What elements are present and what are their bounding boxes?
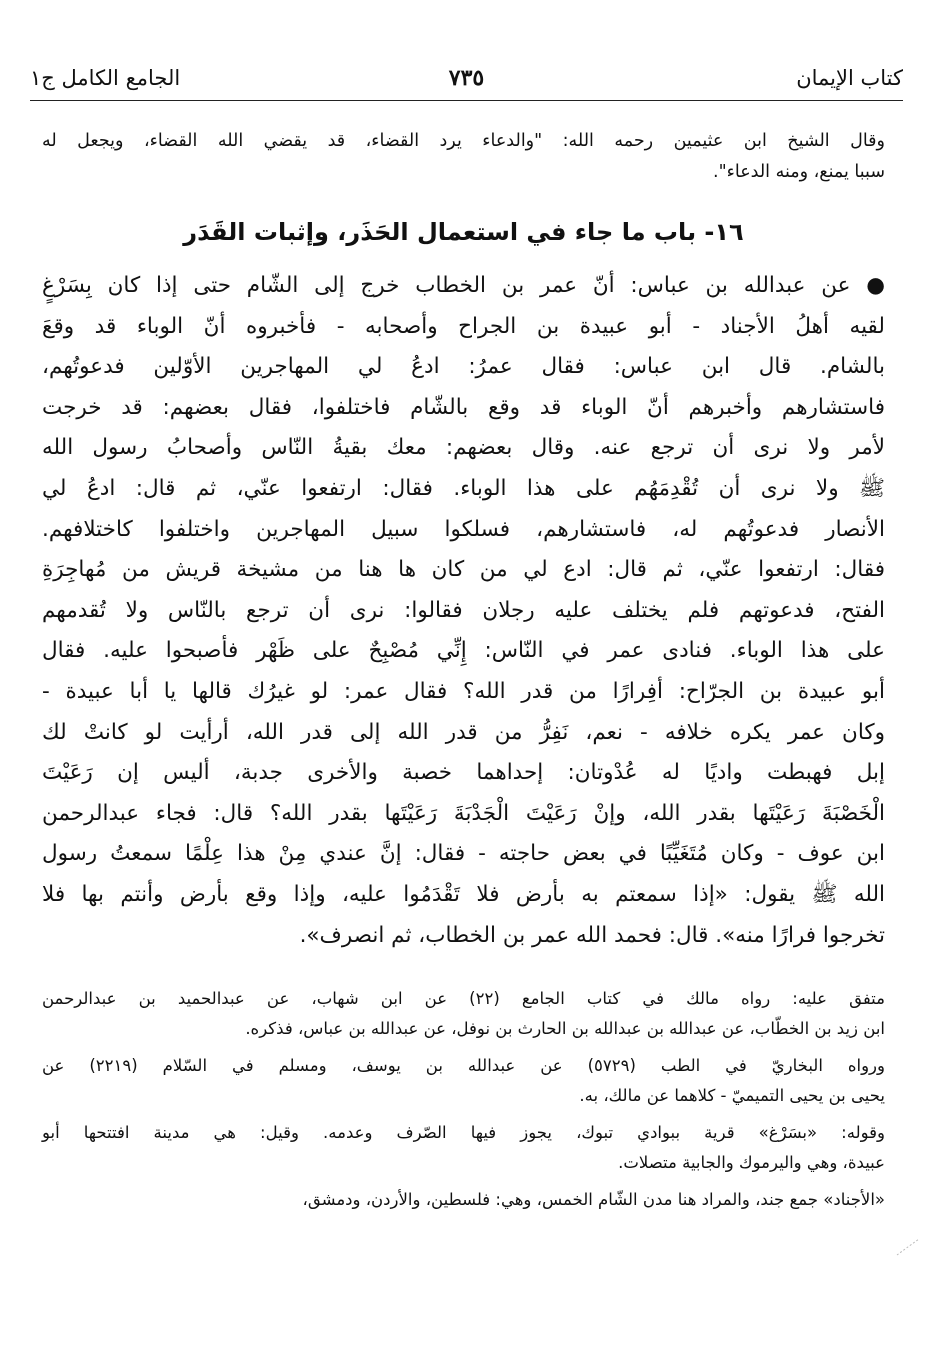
hadith-line: ﷺ ولا نرى أن تُقْدِمَهُم على هذا الوباء. فقال: ارتفعوا عنّي، ثم قال: ادعُ لي: [42, 475, 885, 501]
hadith-line: على هذا الوباء. فنادى عمر في النّاس: إِنِّي مُصْبِحٌ على ظَهْر فأصبحوا عليه. فقال: [42, 638, 885, 664]
footnote-line: متفق عليه: رواه مالك في كتاب الجامع (٢٢) عن ابن شهاب، عن عبدالحميد بن عبدالرحمن: [42, 989, 885, 1008]
footnote-line: ابن زيد بن الخطّاب، عن عبدالله بن عبدالله بن الحارث بن نوفل، عن عبدالله بن عباس، فذكره.: [245, 1019, 885, 1038]
hadith-line: فاستشارهم وأخبرهم أنّ الوباء قد وقع بالشّام فاختلفوا، فقال بعضهم: قد خرجت: [42, 394, 885, 420]
scan-speck-icon: [895, 1235, 921, 1259]
page-number: ٧٣٥: [448, 65, 485, 91]
hadith-line: الْخَصْبَةَ رَعَيْتَها بقدر الله، وإنْ رَعَيْتَ الْجَدْبَةَ رَعَيْتَها بقدر الله؟ قال: فجاء عبدالرحمن: [42, 800, 885, 826]
hadith-line: الأنصار فدعوتُهم له، فاستشارهم، فسلكوا سبيل المهاجرين واختلفوا كاختلافهم.: [42, 516, 885, 542]
footnote-line: «الأجناد» جمع جند، والمراد هنا مدن الشّام الخمس، وهي: فلسطين، والأردن، ودمشق،: [302, 1190, 885, 1209]
footnote-paragraph: [42, 1118, 885, 1178]
footnote-paragraph: [42, 1185, 885, 1215]
hadith-line: تخرجوا فرارًا منه». قال: فحمد الله عمر بن الخطاب، ثم انصرف».: [299, 922, 885, 948]
hadith-line: ● عن عبدالله بن عباس: أنّ عمر بن الخطاب خرج إلى الشّام حتى إذا كان بِسَرْغٍ: [42, 273, 885, 298]
footnote-paragraph: [42, 984, 885, 1044]
intro-paragraph: [42, 126, 885, 188]
hadith-line: ابن عوف - وكان مُتَغَيِّبًا في بعض حاجته - فقال: إنَّ عندي مِنْ هذا عِلْمًا سمعتُ رسول: [42, 841, 885, 867]
hadith-line: لقيه أهلُ الأجناد - أبو عبيدة بن الجراح وأصحابه - فأخبروه أنّ الوباء قد وقعَ: [42, 313, 885, 339]
footnotes: [42, 984, 885, 1222]
hadith-line: إبل فهبطت واديًا له عُدْوتان: إحداهما خصبة والأخرى جدبة، أليس إن رَعَيْتَ: [42, 760, 885, 786]
header-rule: [30, 100, 903, 101]
footnote-line: يحيى بن يحيى التميميّ - كلاهما عن مالك، به.: [579, 1086, 885, 1105]
footnote-line: عبيدة، وهي واليرموك والجابية متصلات.: [618, 1153, 885, 1172]
footnote-line: ورواه البخاريّ في الطب (٥٧٢٩) عن عبدالله بن يوسف، ومسلم في السّلام (٢٢١٩) عن: [42, 1056, 885, 1075]
hadith-line: بالشام. قال ابن عباس: فقال عمرُ: ادعُ لي المهاجرين الأوّلين فدعوتُهم،: [42, 354, 885, 380]
hadith-line: أبو عبيدة بن الجرّاح: أفِرارًا من قدر الله؟ فقال عمر: لو غيرُك قالها يا أبا عبيدة -: [42, 678, 885, 704]
hadith-line: لأمر ولا نرى أن ترجع عنه. وقال بعضهم: معك بقيةُ النّاس وأصحابُ رسول الله: [42, 435, 885, 461]
footnote-line: وقوله: «بسَرْغ» قرية ببوادي تبوك، يجوز فيها الصّرف وعدمه. وقيل: هي مدينة افتتحها أبو: [42, 1123, 885, 1142]
footnote-paragraph: [42, 1051, 885, 1111]
hadith-line: الله ﷺ يقول: «إذا سمعتم به بأرض فلا تَقْدَمُوا عليه، وإذا وقع بأرض وأنتم بها فلا: [42, 881, 885, 907]
page-header: [30, 58, 903, 98]
hadith-text: [42, 266, 885, 956]
hadith-line: الفتح، فدعوتهم فلم يختلف عليه رجلان فقالوا: نرى أن ترجع بالنّاس ولا تُقدمهم: [42, 597, 885, 623]
intro-line: وقال الشيخ ابن عثيمين رحمه الله: "والدعاء يرد القضاء، قد يقضي الله القضاء، ويجعل له: [42, 131, 885, 151]
section-heading: ١٦- باب ما جاء في استعمال الحَذَر، وإثبات القَدَر: [183, 218, 744, 246]
hadith-line: فقال: ارتفعوا عنّي، ثم قال: ادع لي من كان ها هنا من مشيخة قريش من مُهاجِرَةِ: [42, 557, 885, 583]
book-title: الجامع الكامل ج١: [30, 66, 181, 90]
hadith-line: وكان عمر يكره خلافه - نعم، نَفِرُّ من قدر الله إلى قدر الله، أرأيت لو كانتْ لك: [42, 719, 885, 745]
intro-line: سببا يمنع، ومنه الدعاء".: [713, 162, 885, 182]
chapter-title: كتاب الإيمان: [796, 66, 903, 90]
